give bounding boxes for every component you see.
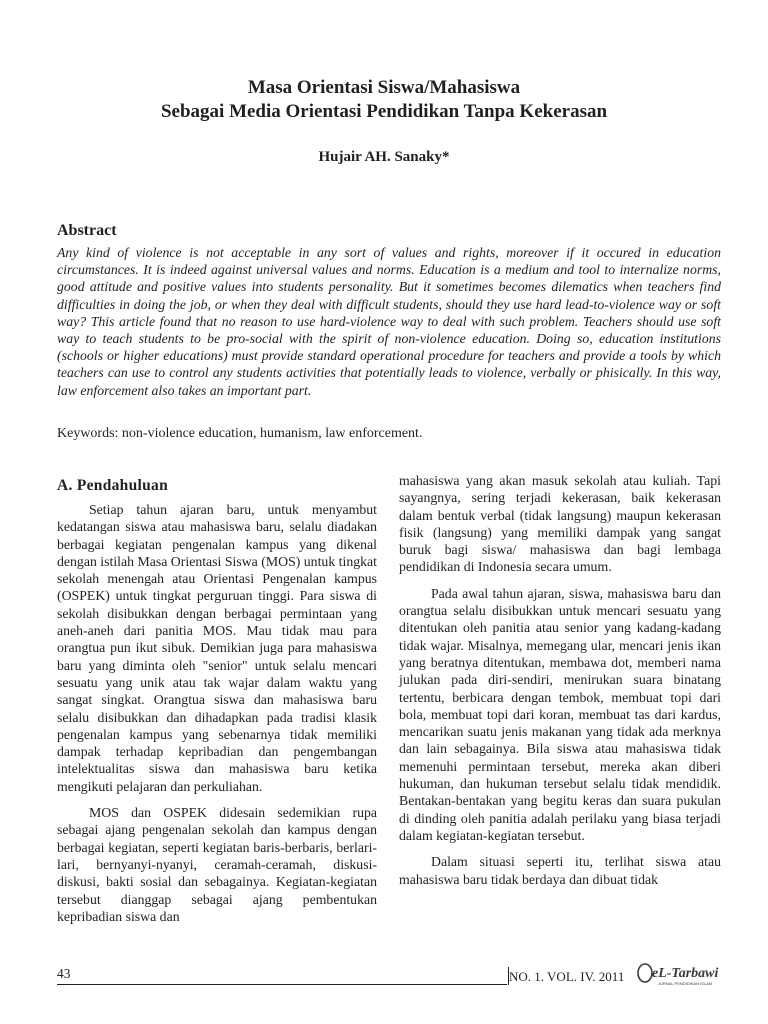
logo-swirl-icon <box>638 964 652 982</box>
paragraph: MOS dan OSPEK didesain sedemikian rupa sebagai ajang pengenalan sekolah dan kampus dengan berbagai kegiatan, seperti kegiatan baris-berbaris, berlari-lari, bernyanyi-nyanyi, ceramah-ceramah, diskusi-diskusi, bakti sosial dan sebagainya. Kegiatan-kegiatan tersebut dianggap sebagai ajang pembentukan kepribadian siswa dan <box>57 805 377 924</box>
logo-text: eL-Tarbawi <box>652 966 719 981</box>
paragraph: Setiap tahun ajaran baru, untuk menyambut kedatangan siswa atau mahasiswa baru, selalu diadakan berbagai kegiatan pengenalan kampus yang dikenal dengan istilah Masa Orientasi Siswa (MOS) untuk tingkat sekolah menengah atau Orientasi Pengenalan kampus (OSPEK) untuk tingkat perguruan tinggi. Para siswa di sekolah disibukkan dengan berbagai permintaan yang aneh-aneh dari panitia MOS. Mau tidak mau para orangtua pun ikut sibuk. Demikian juga para mahasiswa baru yang diminta oleh "senior" untuk selalu mencari sesuatu yang unik atau tak wajar dalam waktu yang sangat singkat. Orangtua siswa dan mahasiswa baru selalu disibukkan dan dihadapkan pada tradisi klasik pengenalan kampus yang sebenarnya tidak memiliki dampak terhadap kepribadian dan pengembangan intelektualitas siswa dan mahasiswa baru ketika mengikuti pelajaran dan perkuliahan. <box>57 502 377 794</box>
author-name: Hujair AH. Sanaky* <box>318 149 450 165</box>
abstract-text: Any kind of violence is not acceptable in any sort of values and rights, moreover if it occured in education circumstances. It is indeed against universal values and norms. Education is a medium and tool to internalize norms, good attitude and positive values into students personality. But it sometimes becomes dilematics when teachers find difficulties in doing the job, or when they deal with difficult students, should they use hard lead-to-violence way or soft way? This article found that no reason to use hard-violence way to deal with such problem. Teachers should use soft way to teach students to be pro-social with the spirit of non-violence education. Doing so, education institutions (schools or higher educations) must provide standard operational procedure for teachers and provide a tools by which teachers can use to control any students activities that potentially leads to violence, verbally or phisically. In this way, law enforcement also takes an important part. <box>57 245 721 398</box>
right-column <box>399 472 721 897</box>
journal-logo <box>636 960 728 988</box>
paragraph: Pada awal tahun ajaran, siswa, mahasiswa baru dan orangtua selalu disibukkan untuk mencari sesuatu yang ditentukan oleh panitia atau senior yang kadang-kadang tidak wajar. Misalnya, memegang ular, mencari jenis ikan yang beratnya ditentukan, membawa dot, memberi nama julukan pada diri-sendiri, menirukan suara binatang tertentu, berbicara dengan tembok, membuat topi dari bola, membuat topi dari koran, membuat tas dari kardus, mencarikan suatu jenis makanan yang tidak ada merknya dan lain sebagainya. Bila siswa atau mahasiswa tidak memenuhi permintaan tersebut, mereka akan diberi hukuman, dan hukuman tersebut selalu tidak mendidik. Bentakan-bentakan yang begitu keras dan suara pukulan di dinding oleh panitia adalah perilaku yang biasa terjadi dalam kegiatan-kegiatan tersebut. <box>399 585 721 843</box>
issue-label: NO. 1. VOL. IV. 2011 <box>509 969 625 984</box>
article-title-line-2: Sebagai Media Orientasi Pendidikan Tanpa Kekerasan <box>160 101 608 122</box>
abstract-heading: Abstract <box>57 222 117 239</box>
keywords: Keywords: non-violence education, humanism, law enforcement. <box>57 426 423 441</box>
page-number: 43 <box>57 966 71 981</box>
paragraph: mahasiswa yang akan masuk sekolah atau kuliah. Tapi sayangnya, sering terjadi kekerasan, baik kekerasan dalam bentuk verbal (tidak langsung) maupun kekerasan fisik (langsung) yang memiliki dampak yang sangat buruk bagi siswa/ mahasiswa dan bagi lembaga pendidikan di Indonesia secara umum. <box>399 473 721 575</box>
section-heading: A. Pendahuluan <box>57 477 169 494</box>
footer-rule <box>57 984 507 985</box>
left-column <box>57 472 377 934</box>
logo-subtext: JURNAL PENDIDIKAN ISLAM <box>658 981 713 986</box>
article-title-line-1: Masa Orientasi Siswa/Mahasiswa <box>247 77 521 98</box>
paragraph: Dalam situasi seperti itu, terlihat siswa atau mahasiswa baru tidak berdaya dan dibuat tidak <box>399 854 721 887</box>
